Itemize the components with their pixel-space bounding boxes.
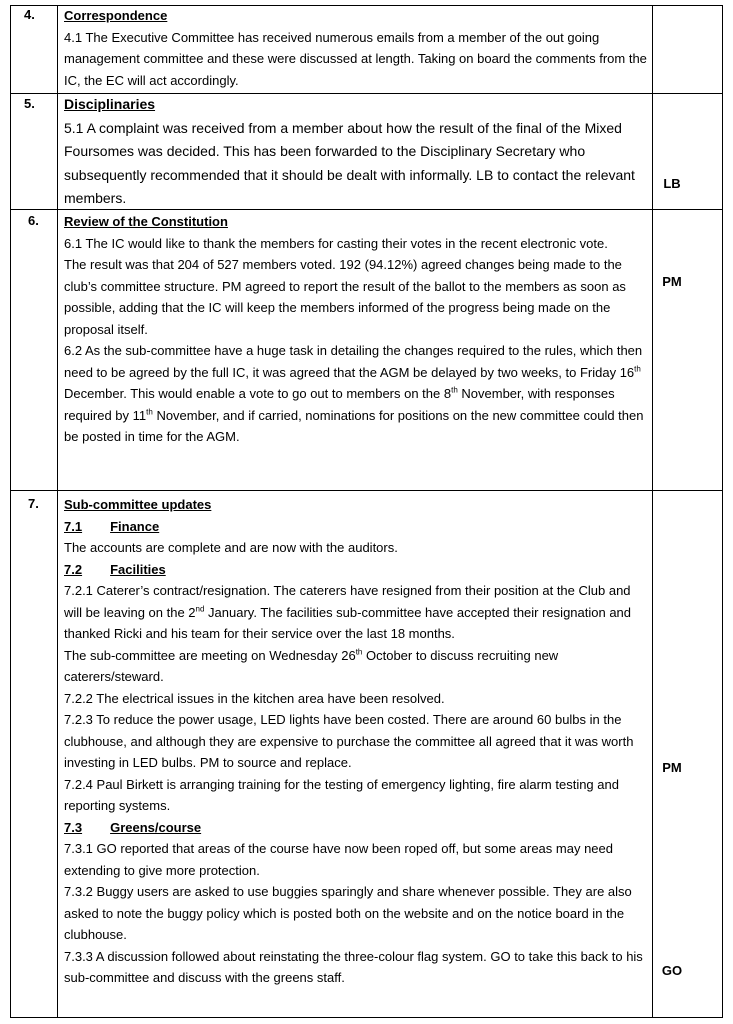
paragraph: The accounts are complete and are now with the auditors. (64, 540, 398, 555)
section-disciplinaries (64, 93, 652, 211)
action-owner: GO (661, 963, 683, 978)
row-border (10, 490, 723, 491)
subsection-heading-finance: 7.1 Finance (64, 518, 160, 534)
subsection-heading-facilities: 7.2 Facilities (64, 561, 166, 577)
action-owner: PM (662, 760, 682, 775)
column-border (10, 5, 11, 1018)
section-number: 6. (28, 213, 39, 228)
column-border (57, 5, 58, 1018)
paragraph: 7.3.3 A discussion followed about reinstating the three-colour flag system. GO to take this back to his sub-committee and discuss with the greens staff. (64, 948, 643, 985)
paragraph: 7.3.1 GO reported that areas of the course have now been roped off, but some areas may need extending to give more protection. (64, 841, 613, 878)
column-border (652, 5, 653, 1018)
paragraph: 4.1 The Executive Committee has received numerous emails from a member of the out going management committee and these were discussed at length. Taking on board the comments from the IC, the EC will act accordingly. (64, 29, 647, 88)
paragraph: 6.2 As the sub-committee have a huge task in detailing the changes required to the rules, which then need to be agreed by the full IC, it was agreed that the AGM be delayed by two weeks, to Friday 16th December. This would enable a vote to go out to members on the 8th November, with responses required by 11th November, and if carried, nominations for positions on the new committee could then be posted in time for the AGM. (64, 343, 644, 444)
column-border (722, 5, 723, 1018)
section-title: Disciplinaries (64, 96, 156, 112)
paragraph: 6.1 The IC would like to thank the members for casting their votes in the recent electronic vote. (64, 235, 608, 251)
paragraph: 7.2.1 Caterer’s contract/resignation. The caterers have resigned from their position at the Club and will be leaving on the 2nd January. The facilities sub-committee have accepted their resignation and thanked Ricki and his team for their service over the last 18 months. (64, 583, 632, 641)
action-owner: LB (663, 176, 681, 191)
paragraph: The result was that 204 of 527 members voted. 192 (94.12%) agreed changes being made to the club’s committee structure. PM agreed to report the result of the ballot to the members as soon as possible, adding that the IC will keep the members informed of the progress being made on the proposal itself. (64, 257, 626, 337)
paragraph: The sub-committee are meeting on Wednesday 26th October to discuss recruiting new caterers/steward. (64, 647, 559, 684)
section-correspondence (64, 5, 652, 91)
paragraph: 5.1 A complaint was received from a member about how the result of the final of the Mixed Foursomes was decided. This has been forwarded to the Disciplinary Secretary who subsequently recommended that it should be dealt with informally. LB to contact the relevant members. (64, 119, 635, 206)
action-owner: PM (662, 274, 682, 289)
paragraph: 7.2.4 Paul Birkett is arranging training for the testing of emergency lighting, fire alarm testing and reporting systems. (64, 776, 619, 813)
section-review-constitution (64, 211, 652, 448)
row-border (10, 1017, 723, 1018)
paragraph: 7.2.3 To reduce the power usage, LED lights have been costed. There are around 60 bulbs in the clubhouse, and although they are expensive to purchase the committee all agreed that it was worth investing in LED bulbs. PM to source and replace. (64, 712, 634, 770)
section-number: 4. (24, 7, 35, 22)
paragraph: 7.3.2 Buggy users are asked to use buggies sparingly and share whenever possible. They are also asked to note the buggy policy which is posted both on the website and on the notice board in the clubhouse. (64, 884, 632, 942)
section-title: Correspondence (64, 8, 168, 23)
section-title: Review of the Constitution (64, 214, 228, 229)
section-number: 7. (28, 496, 39, 511)
subsection-heading-greens: 7.3 Greens/course (64, 819, 202, 835)
paragraph: 7.2.2 The electrical issues in the kitchen area have been resolved. (64, 690, 445, 706)
section-title: Sub-committee updates (64, 497, 212, 512)
section-subcommittee-updates (64, 494, 652, 989)
section-number: 5. (24, 96, 35, 111)
